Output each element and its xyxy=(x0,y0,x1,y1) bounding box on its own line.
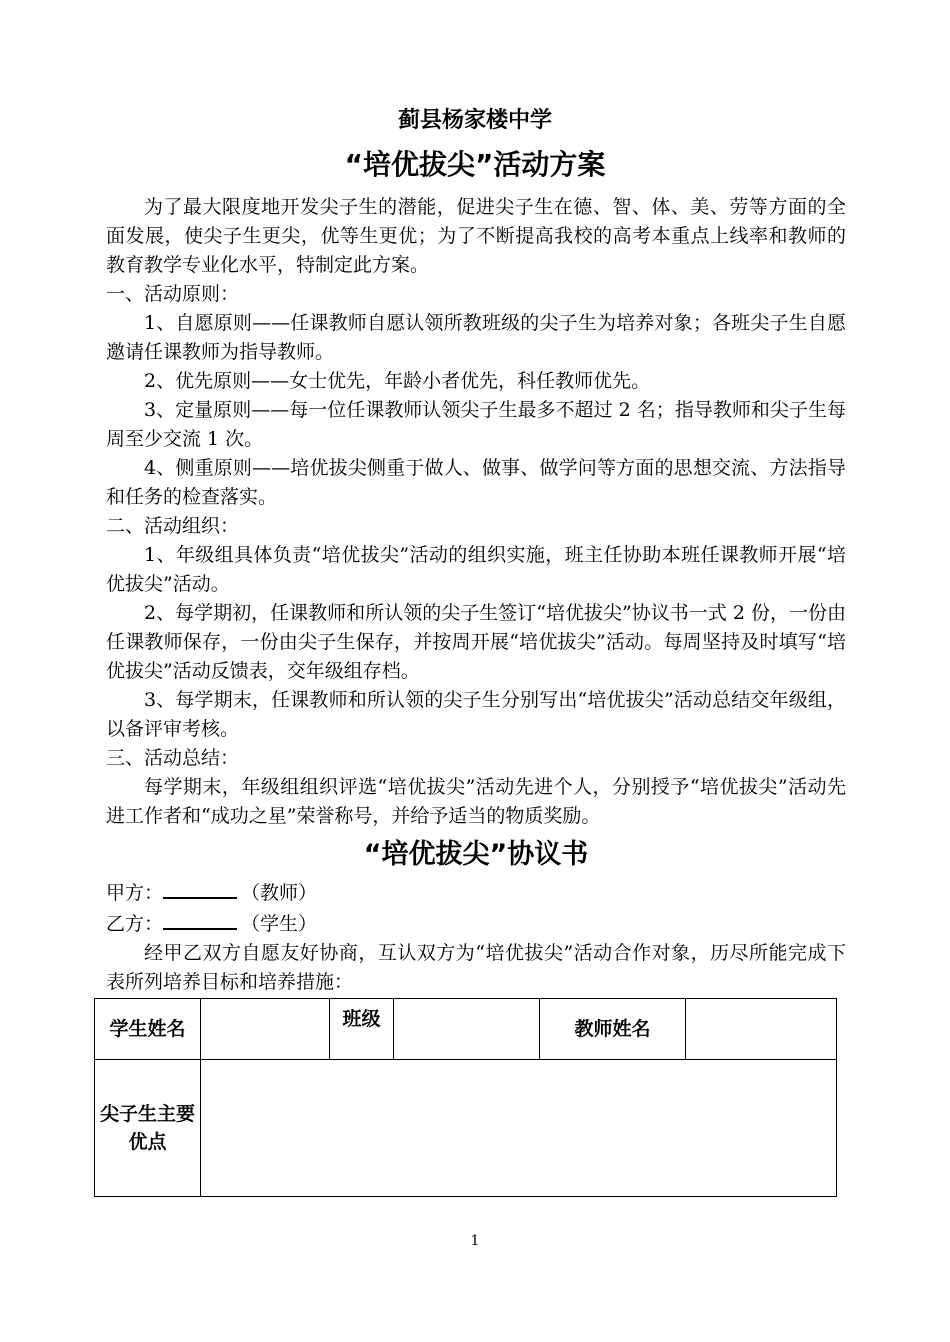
party-b-blank[interactable] xyxy=(163,908,237,930)
summary-item: 每学期末，年级组组织评选“培优拔尖”活动先进个人，分别授予“培优拔尖”活动先进工作者和“成功之星”荣誉称号，并给予适当的物质奖励。 xyxy=(106,776,846,827)
document-body xyxy=(106,193,846,997)
class-label: 班级 xyxy=(330,999,394,1060)
organization-item: 1、年级组具体负责“培优拔尖”活动的组织实施，班主任协助本班任课教师开展“培优拔尖”活动。 xyxy=(106,544,846,595)
section-heading-organization: 二、活动组织： xyxy=(106,515,240,537)
strengths-cell[interactable] xyxy=(201,1060,837,1197)
teacher-name-label: 教师姓名 xyxy=(540,999,686,1060)
party-b-role: （学生） xyxy=(241,913,318,935)
principle-item: 1、自愿原则——任课教师自愿认领所教班级的尖子生为培养对象；各班尖子生自愿邀请任课教师为指导教师。 xyxy=(106,312,846,363)
party-a-line xyxy=(106,877,846,908)
teacher-name-cell[interactable] xyxy=(686,999,837,1060)
section-heading-summary: 三、活动总结： xyxy=(106,747,240,769)
strengths-label: 尖子生主要优点 xyxy=(95,1060,201,1197)
section-heading-principles: 一、活动原则： xyxy=(106,283,240,305)
intro-paragraph: 为了最大限度地开发尖子生的潜能，促进尖子生在德、智、体、美、劳等方面的全面发展，使尖子生更尖，优等生更优；为了不断提高我校的高考本重点上线率和教师的教育教学专业化水平，特制定此方案。 xyxy=(106,196,846,276)
document-title: “培优拔尖”活动方案 xyxy=(344,148,606,181)
agreement-table xyxy=(94,998,837,1197)
party-b-label: 乙方： xyxy=(106,913,164,935)
agreement-title: “培优拔尖”协议书 xyxy=(363,839,589,870)
page-number: 1 xyxy=(470,1233,480,1249)
party-a-label: 甲方： xyxy=(106,882,164,904)
student-name-label: 学生姓名 xyxy=(95,999,201,1060)
agreement-text: 经甲乙双方自愿友好协商，互认双方为“培优拔尖”活动合作对象，历尽所能完成下表所列培养目标和培养措施： xyxy=(106,942,846,993)
principle-item: 4、侧重原则——培优拔尖侧重于做人、做事、做学问等方面的思想交流、方法指导和任务的检查落实。 xyxy=(106,457,846,508)
principle-item: 2、优先原则——女士优先，年龄小者优先，科任教师优先。 xyxy=(144,370,651,392)
table-row xyxy=(95,1060,837,1197)
table-row xyxy=(95,999,837,1060)
organization-item: 2、每学期初，任课教师和所认领的尖子生签订“培优拔尖”协议书一式 2 份，一份由任课教师保存，一份由尖子生保存，并按周开展“培优拔尖”活动。每周坚持及时填写“培优拔尖”活动反馈表，交年级组存档。 xyxy=(106,602,846,682)
student-name-cell[interactable] xyxy=(201,999,330,1060)
class-cell[interactable] xyxy=(394,999,540,1060)
party-b-line xyxy=(106,908,846,939)
party-a-blank[interactable] xyxy=(163,877,237,899)
school-name: 蓟县杨家楼中学 xyxy=(397,108,552,133)
party-a-role: （教师） xyxy=(241,882,318,904)
organization-item: 3、每学期末，任课教师和所认领的尖子生分别写出“培优拔尖”活动总结交年级组，以备评审考核。 xyxy=(106,689,846,740)
principle-item: 3、定量原则——每一位任课教师认领尖子生最多不超过 2 名；指导教师和尖子生每周至少交流 1 次。 xyxy=(106,399,846,450)
